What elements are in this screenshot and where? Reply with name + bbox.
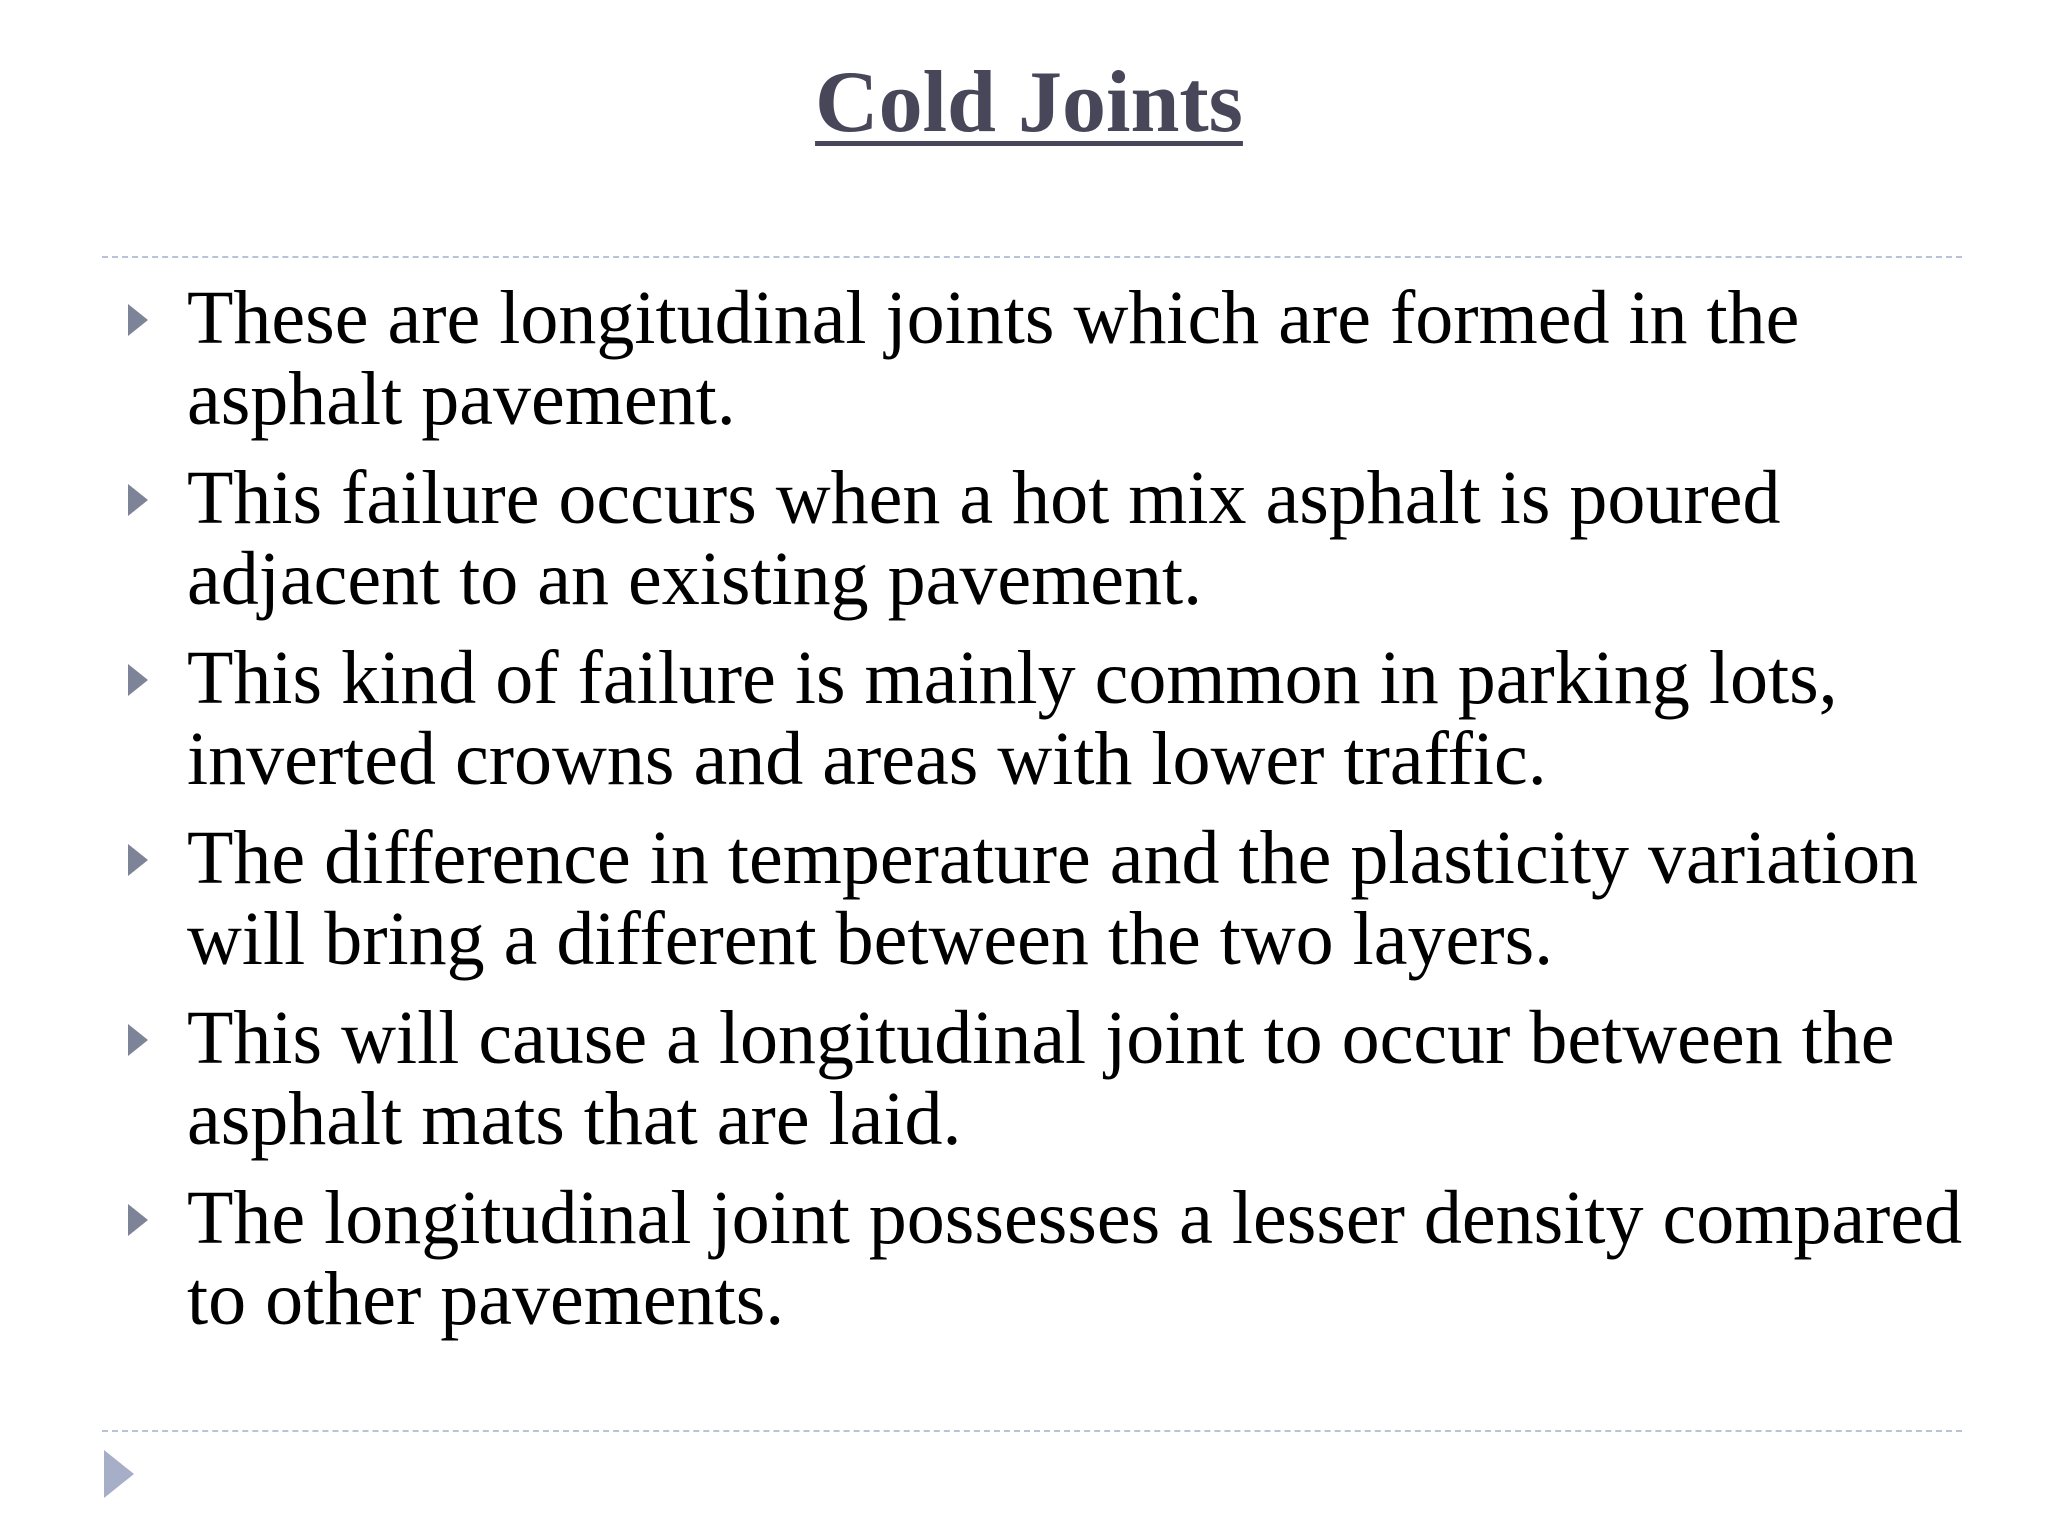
triangle-bullet-icon: [128, 1024, 148, 1056]
bullet-text: These are longitudinal joints which are formed in the asphalt pavement.: [187, 276, 1800, 441]
bullet-item: [0, 638, 2048, 800]
bullet-list: [0, 278, 2048, 1358]
bullet-text: This failure occurs when a hot mix asphalt is poured adjacent to an existing pavement.: [187, 456, 1781, 621]
bullet-text: The difference in temperature and the plasticity variation will bring a different between the two layers.: [187, 816, 1919, 981]
bullet-text: This will cause a longitudinal joint to occur between the asphalt mats that are laid.: [187, 996, 1895, 1161]
top-divider: [102, 256, 1962, 258]
bullet-item: [0, 278, 2048, 440]
bullet-text: The longitudinal joint possesses a lesser density compared to other pavements.: [187, 1176, 1963, 1341]
bullet-text: This kind of failure is mainly common in parking lots, inverted crowns and areas with lower traffic.: [187, 636, 1838, 801]
bullet-item: [0, 818, 2048, 980]
triangle-bullet-icon: [128, 664, 148, 696]
triangle-bullet-icon: [128, 484, 148, 516]
bullet-item: [0, 458, 2048, 620]
bullet-item: [0, 998, 2048, 1160]
slide-title: Cold Joints: [815, 54, 1243, 151]
bottom-divider: [102, 1430, 1962, 1432]
corner-triangle-icon: [104, 1450, 134, 1498]
triangle-bullet-icon: [128, 304, 148, 336]
triangle-bullet-icon: [128, 844, 148, 876]
bullet-item: [0, 1178, 2048, 1340]
triangle-bullet-icon: [128, 1204, 148, 1236]
